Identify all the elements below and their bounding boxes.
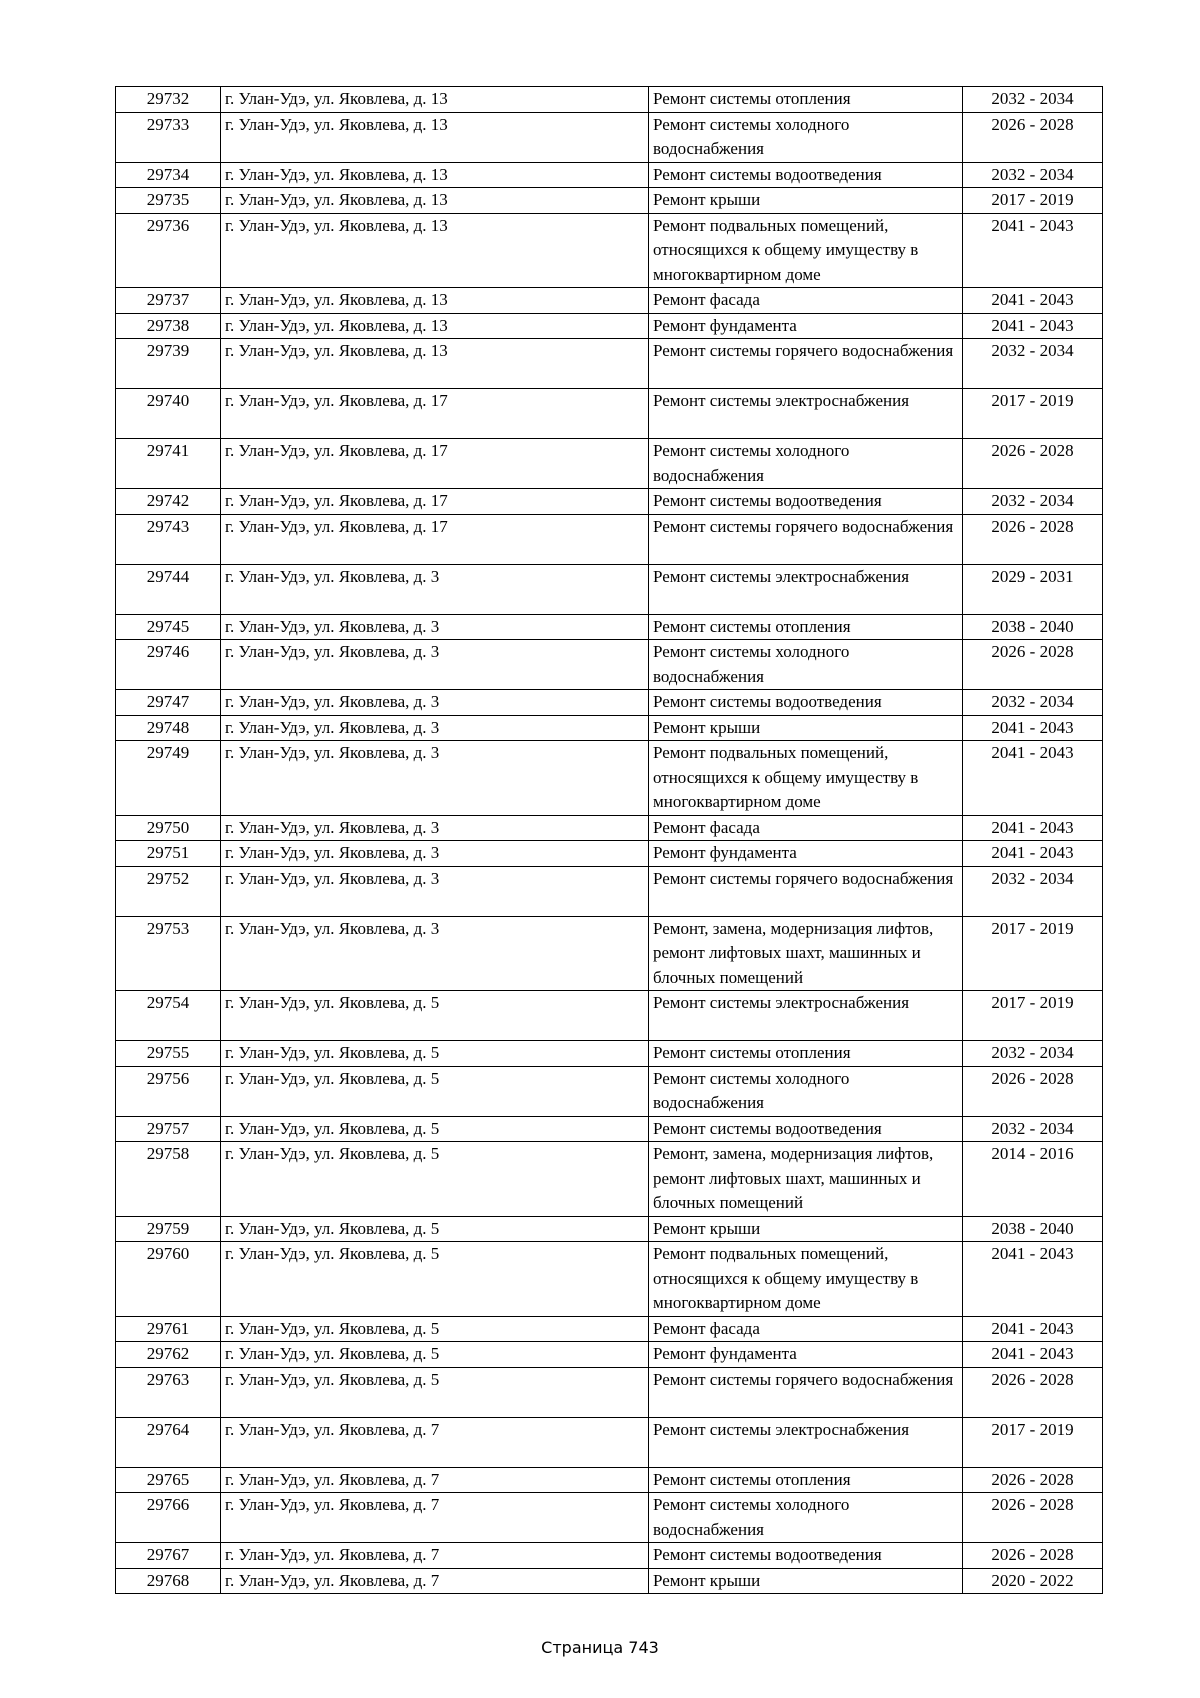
address-cell: г. Улан-Удэ, ул. Яковлева, д. 13 [221, 339, 649, 389]
period-cell: 2017 - 2019 [963, 1417, 1103, 1467]
work-type-cell: Ремонт подвальных помещений, относящихся к общему имуществу в многоквартирном доме [649, 213, 963, 288]
period-cell: 2041 - 2043 [963, 715, 1103, 741]
row-number-cell: 29744 [116, 564, 221, 614]
table-row [116, 1342, 1103, 1368]
address-cell: г. Улан-Удэ, ул. Яковлева, д. 3 [221, 741, 649, 816]
table-row [116, 841, 1103, 867]
row-number-cell: 29734 [116, 162, 221, 188]
table-row [116, 162, 1103, 188]
work-type-cell: Ремонт системы электроснабжения [649, 1417, 963, 1467]
row-number-cell: 29745 [116, 614, 221, 640]
address-cell: г. Улан-Удэ, ул. Яковлева, д. 17 [221, 489, 649, 515]
table-row [116, 1467, 1103, 1493]
row-number-cell: 29760 [116, 1242, 221, 1317]
table-row [116, 313, 1103, 339]
row-number-cell: 29766 [116, 1493, 221, 1543]
table-row [116, 866, 1103, 916]
address-cell: г. Улан-Удэ, ул. Яковлева, д. 5 [221, 1142, 649, 1217]
period-cell: 2041 - 2043 [963, 1242, 1103, 1317]
period-cell: 2017 - 2019 [963, 389, 1103, 439]
table-row [116, 389, 1103, 439]
period-cell: 2017 - 2019 [963, 916, 1103, 991]
period-cell: 2026 - 2028 [963, 1367, 1103, 1417]
table-row [116, 1367, 1103, 1417]
row-number-cell: 29764 [116, 1417, 221, 1467]
address-cell: г. Улан-Удэ, ул. Яковлева, д. 3 [221, 841, 649, 867]
row-number-cell: 29755 [116, 1041, 221, 1067]
work-type-cell: Ремонт системы холодного водоснабжения [649, 439, 963, 489]
address-cell: г. Улан-Удэ, ул. Яковлева, д. 5 [221, 1242, 649, 1317]
row-number-cell: 29743 [116, 514, 221, 564]
table-row [116, 640, 1103, 690]
work-type-cell: Ремонт системы холодного водоснабжения [649, 1066, 963, 1116]
table-row [116, 741, 1103, 816]
period-cell: 2032 - 2034 [963, 690, 1103, 716]
address-cell: г. Улан-Удэ, ул. Яковлева, д. 5 [221, 1116, 649, 1142]
work-type-cell: Ремонт системы горячего водоснабжения [649, 866, 963, 916]
address-cell: г. Улан-Удэ, ул. Яковлева, д. 3 [221, 690, 649, 716]
row-number-cell: 29733 [116, 112, 221, 162]
work-type-cell: Ремонт системы электроснабжения [649, 991, 963, 1041]
repair-schedule-table [115, 86, 1103, 1594]
table-row [116, 690, 1103, 716]
row-number-cell: 29736 [116, 213, 221, 288]
work-type-cell: Ремонт системы водоотведения [649, 1116, 963, 1142]
table-row [116, 1242, 1103, 1317]
period-cell: 2026 - 2028 [963, 1543, 1103, 1569]
work-type-cell: Ремонт, замена, модернизация лифтов, ремонт лифтовых шахт, машинных и блочных помещений [649, 1142, 963, 1217]
row-number-cell: 29732 [116, 87, 221, 113]
address-cell: г. Улан-Удэ, ул. Яковлева, д. 13 [221, 112, 649, 162]
period-cell: 2041 - 2043 [963, 213, 1103, 288]
table-row [116, 1417, 1103, 1467]
work-type-cell: Ремонт системы водоотведения [649, 489, 963, 515]
row-number-cell: 29765 [116, 1467, 221, 1493]
table-row [116, 439, 1103, 489]
address-cell: г. Улан-Удэ, ул. Яковлева, д. 13 [221, 213, 649, 288]
row-number-cell: 29741 [116, 439, 221, 489]
address-cell: г. Улан-Удэ, ул. Яковлева, д. 7 [221, 1417, 649, 1467]
work-type-cell: Ремонт системы водоотведения [649, 162, 963, 188]
table-row [116, 1316, 1103, 1342]
table-row [116, 564, 1103, 614]
row-number-cell: 29768 [116, 1568, 221, 1594]
table-row [116, 213, 1103, 288]
address-cell: г. Улан-Удэ, ул. Яковлева, д. 5 [221, 1041, 649, 1067]
row-number-cell: 29747 [116, 690, 221, 716]
period-cell: 2026 - 2028 [963, 112, 1103, 162]
row-number-cell: 29759 [116, 1216, 221, 1242]
row-number-cell: 29740 [116, 389, 221, 439]
period-cell: 2026 - 2028 [963, 439, 1103, 489]
period-cell: 2038 - 2040 [963, 1216, 1103, 1242]
period-cell: 2026 - 2028 [963, 1467, 1103, 1493]
row-number-cell: 29739 [116, 339, 221, 389]
period-cell: 2032 - 2034 [963, 1041, 1103, 1067]
table-row [116, 288, 1103, 314]
row-number-cell: 29735 [116, 188, 221, 214]
work-type-cell: Ремонт крыши [649, 1568, 963, 1594]
period-cell: 2026 - 2028 [963, 514, 1103, 564]
address-cell: г. Улан-Удэ, ул. Яковлева, д. 17 [221, 439, 649, 489]
work-type-cell: Ремонт фасада [649, 1316, 963, 1342]
row-number-cell: 29767 [116, 1543, 221, 1569]
address-cell: г. Улан-Удэ, ул. Яковлева, д. 17 [221, 514, 649, 564]
address-cell: г. Улан-Удэ, ул. Яковлева, д. 13 [221, 188, 649, 214]
table-row [116, 1216, 1103, 1242]
row-number-cell: 29763 [116, 1367, 221, 1417]
row-number-cell: 29751 [116, 841, 221, 867]
address-cell: г. Улан-Удэ, ул. Яковлева, д. 7 [221, 1568, 649, 1594]
work-type-cell: Ремонт системы электроснабжения [649, 564, 963, 614]
table-body [116, 87, 1103, 1594]
period-cell: 2041 - 2043 [963, 313, 1103, 339]
period-cell: 2032 - 2034 [963, 87, 1103, 113]
table-row [116, 991, 1103, 1041]
address-cell: г. Улан-Удэ, ул. Яковлева, д. 3 [221, 715, 649, 741]
work-type-cell: Ремонт крыши [649, 188, 963, 214]
work-type-cell: Ремонт системы отопления [649, 87, 963, 113]
period-cell: 2017 - 2019 [963, 188, 1103, 214]
table-row [116, 1116, 1103, 1142]
address-cell: г. Улан-Удэ, ул. Яковлева, д. 17 [221, 389, 649, 439]
address-cell: г. Улан-Удэ, ул. Яковлева, д. 5 [221, 1367, 649, 1417]
row-number-cell: 29738 [116, 313, 221, 339]
work-type-cell: Ремонт фундамента [649, 313, 963, 339]
row-number-cell: 29749 [116, 741, 221, 816]
address-cell: г. Улан-Удэ, ул. Яковлева, д. 3 [221, 614, 649, 640]
period-cell: 2014 - 2016 [963, 1142, 1103, 1217]
row-number-cell: 29758 [116, 1142, 221, 1217]
table-row [116, 1142, 1103, 1217]
period-cell: 2026 - 2028 [963, 1066, 1103, 1116]
period-cell: 2032 - 2034 [963, 1116, 1103, 1142]
work-type-cell: Ремонт системы водоотведения [649, 690, 963, 716]
address-cell: г. Улан-Удэ, ул. Яковлева, д. 3 [221, 564, 649, 614]
work-type-cell: Ремонт подвальных помещений, относящихся к общему имуществу в многоквартирном доме [649, 1242, 963, 1317]
row-number-cell: 29737 [116, 288, 221, 314]
address-cell: г. Улан-Удэ, ул. Яковлева, д. 5 [221, 1342, 649, 1368]
row-number-cell: 29742 [116, 489, 221, 515]
table-row [116, 514, 1103, 564]
work-type-cell: Ремонт фундамента [649, 841, 963, 867]
table-row [116, 1041, 1103, 1067]
table-row [116, 1543, 1103, 1569]
table-row [116, 614, 1103, 640]
row-number-cell: 29761 [116, 1316, 221, 1342]
row-number-cell: 29757 [116, 1116, 221, 1142]
work-type-cell: Ремонт системы водоотведения [649, 1543, 963, 1569]
address-cell: г. Улан-Удэ, ул. Яковлева, д. 3 [221, 815, 649, 841]
address-cell: г. Улан-Удэ, ул. Яковлева, д. 3 [221, 640, 649, 690]
address-cell: г. Улан-Удэ, ул. Яковлева, д. 5 [221, 1216, 649, 1242]
work-type-cell: Ремонт системы отопления [649, 1467, 963, 1493]
row-number-cell: 29754 [116, 991, 221, 1041]
address-cell: г. Улан-Удэ, ул. Яковлева, д. 5 [221, 1066, 649, 1116]
period-cell: 2041 - 2043 [963, 1342, 1103, 1368]
table-row [116, 339, 1103, 389]
period-cell: 2032 - 2034 [963, 162, 1103, 188]
period-cell: 2041 - 2043 [963, 288, 1103, 314]
table-row [116, 1066, 1103, 1116]
table-row [116, 489, 1103, 515]
period-cell: 2032 - 2034 [963, 339, 1103, 389]
period-cell: 2020 - 2022 [963, 1568, 1103, 1594]
work-type-cell: Ремонт системы холодного водоснабжения [649, 1493, 963, 1543]
table-row [116, 1568, 1103, 1594]
row-number-cell: 29762 [116, 1342, 221, 1368]
table-row [116, 1493, 1103, 1543]
period-cell: 2038 - 2040 [963, 614, 1103, 640]
work-type-cell: Ремонт системы горячего водоснабжения [649, 514, 963, 564]
period-cell: 2041 - 2043 [963, 741, 1103, 816]
period-cell: 2032 - 2034 [963, 866, 1103, 916]
work-type-cell: Ремонт крыши [649, 1216, 963, 1242]
table-row [116, 112, 1103, 162]
period-cell: 2041 - 2043 [963, 841, 1103, 867]
row-number-cell: 29750 [116, 815, 221, 841]
table-row [116, 87, 1103, 113]
period-cell: 2041 - 2043 [963, 815, 1103, 841]
address-cell: г. Улан-Удэ, ул. Яковлева, д. 5 [221, 991, 649, 1041]
work-type-cell: Ремонт системы холодного водоснабжения [649, 640, 963, 690]
row-number-cell: 29746 [116, 640, 221, 690]
table-row [116, 916, 1103, 991]
work-type-cell: Ремонт фундамента [649, 1342, 963, 1368]
work-type-cell: Ремонт, замена, модернизация лифтов, ремонт лифтовых шахт, машинных и блочных помещений [649, 916, 963, 991]
row-number-cell: 29756 [116, 1066, 221, 1116]
address-cell: г. Улан-Удэ, ул. Яковлева, д. 13 [221, 87, 649, 113]
work-type-cell: Ремонт системы горячего водоснабжения [649, 1367, 963, 1417]
row-number-cell: 29748 [116, 715, 221, 741]
period-cell: 2026 - 2028 [963, 1493, 1103, 1543]
period-cell: 2041 - 2043 [963, 1316, 1103, 1342]
work-type-cell: Ремонт системы отопления [649, 1041, 963, 1067]
period-cell: 2017 - 2019 [963, 991, 1103, 1041]
address-cell: г. Улан-Удэ, ул. Яковлева, д. 7 [221, 1493, 649, 1543]
address-cell: г. Улан-Удэ, ул. Яковлева, д. 3 [221, 866, 649, 916]
work-type-cell: Ремонт подвальных помещений, относящихся к общему имуществу в многоквартирном доме [649, 741, 963, 816]
period-cell: 2026 - 2028 [963, 640, 1103, 690]
work-type-cell: Ремонт системы холодного водоснабжения [649, 112, 963, 162]
period-cell: 2029 - 2031 [963, 564, 1103, 614]
address-cell: г. Улан-Удэ, ул. Яковлева, д. 5 [221, 1316, 649, 1342]
work-type-cell: Ремонт фасада [649, 288, 963, 314]
address-cell: г. Улан-Удэ, ул. Яковлева, д. 7 [221, 1467, 649, 1493]
period-cell: 2032 - 2034 [963, 489, 1103, 515]
row-number-cell: 29753 [116, 916, 221, 991]
page-number: Страница 743 [541, 1638, 659, 1657]
table-row [116, 815, 1103, 841]
work-type-cell: Ремонт фасада [649, 815, 963, 841]
row-number-cell: 29752 [116, 866, 221, 916]
address-cell: г. Улан-Удэ, ул. Яковлева, д. 3 [221, 916, 649, 991]
work-type-cell: Ремонт системы горячего водоснабжения [649, 339, 963, 389]
address-cell: г. Улан-Удэ, ул. Яковлева, д. 13 [221, 162, 649, 188]
work-type-cell: Ремонт системы отопления [649, 614, 963, 640]
address-cell: г. Улан-Удэ, ул. Яковлева, д. 13 [221, 313, 649, 339]
address-cell: г. Улан-Удэ, ул. Яковлева, д. 13 [221, 288, 649, 314]
table-row [116, 715, 1103, 741]
table-row [116, 188, 1103, 214]
address-cell: г. Улан-Удэ, ул. Яковлева, д. 7 [221, 1543, 649, 1569]
work-type-cell: Ремонт крыши [649, 715, 963, 741]
work-type-cell: Ремонт системы электроснабжения [649, 389, 963, 439]
